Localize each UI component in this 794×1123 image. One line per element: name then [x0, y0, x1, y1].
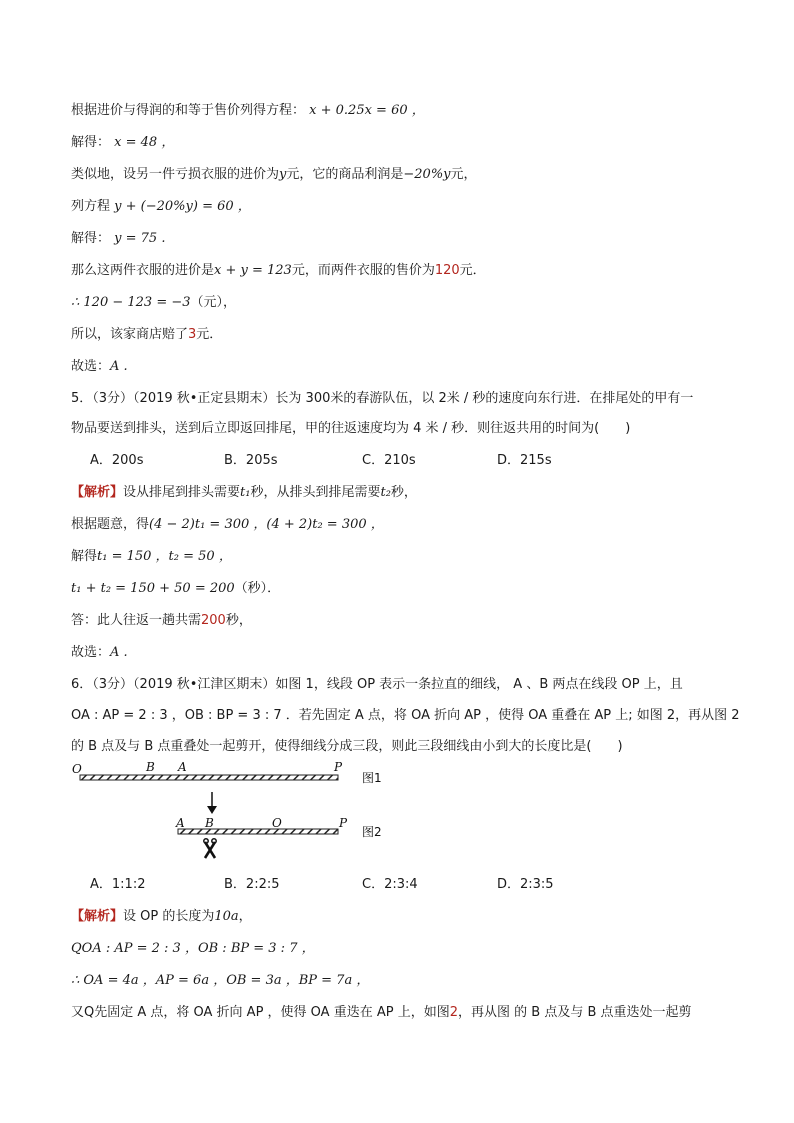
solution-line-8 [71, 326, 222, 344]
equation: (4 − 2)t₁ = 300 ，(4 + 2)t₂ = 300 ， [149, 517, 384, 532]
equation: x + 0.25x = 60 ， [309, 103, 425, 118]
q5-option-b: B．205s [224, 453, 278, 468]
text: 根据进价与得润的和等于售价列得方程： [71, 103, 306, 118]
fig2-label-b: B [205, 816, 214, 830]
text: 又Q先固定 A 点，将 OA 折向 AP ，使得 OA 重迭在 AP 上，如图 [71, 1005, 450, 1020]
q6-analysis-line-4 [71, 1004, 692, 1022]
solution-line-6 [71, 262, 486, 280]
q5-analysis-line-2 [71, 516, 384, 534]
q5-analysis-line-1 [71, 484, 417, 502]
analysis-label: 【解析】 [71, 909, 124, 924]
solution-line-9 [71, 358, 128, 376]
highlight-value: 200 [201, 613, 226, 628]
text: 元，它的商品利润是 [286, 167, 404, 182]
q5-option-c: C．210s [362, 453, 416, 468]
text: 根据题意，得 [71, 517, 150, 532]
text: 故选： [71, 645, 111, 660]
q6-option-d: D．2:3:5 [497, 877, 554, 892]
segment-figure [60, 758, 420, 866]
fig2-label-o: O [272, 816, 282, 830]
q5-analysis-line-4 [71, 580, 280, 598]
answer: A . [110, 359, 128, 374]
highlight-value: 3 [188, 327, 197, 342]
fig2-caption: 图2 [362, 825, 382, 839]
text: 解得： [71, 231, 111, 246]
solution-line-7 [71, 294, 236, 312]
text: 解得 [71, 549, 98, 564]
down-arrow-icon [207, 792, 217, 814]
equation: y = 75 . [114, 231, 166, 246]
variable: t₂ [380, 485, 391, 500]
fig2-label-a: A [176, 816, 185, 830]
q5-analysis-line-3 [71, 548, 232, 566]
expression: 10a [214, 909, 239, 924]
equation: y + (−20%y) = 60 ， [114, 199, 251, 214]
equation: ∴ OA = 4a ，AP = 6a ，OB = 3a ，BP = 7a ， [71, 973, 370, 988]
text: 设 OP 的长度为 [123, 909, 215, 924]
fig1-segment-op [80, 775, 338, 780]
solution-line-1 [71, 102, 425, 120]
text: 设从排尾到排头需要 [123, 485, 241, 500]
fig1-caption: 图1 [362, 771, 382, 785]
q6-stem-line-2: OA : AP = 2 : 3 ，OB : BP = 3 : 7 ．若先固定 A 点，将 OA 折向 AP ，使得 OA 重叠在 AP 上; 如图 2，再从图 2 [71, 708, 740, 723]
equation: QOA : AP = 2 : 3 ，OB : BP = 3 : 7 ， [71, 941, 315, 956]
text: ， [238, 909, 252, 924]
solution-line-4 [71, 198, 251, 216]
text: 元． [196, 327, 223, 342]
analysis-label: 【解析】 [71, 485, 124, 500]
fig1-label-o: O [72, 762, 82, 776]
equation: t₁ = 150 ，t₂ = 50 ， [97, 549, 232, 564]
q6-option-a: A．1:1:2 [90, 877, 146, 892]
highlight-value: 120 [434, 263, 460, 278]
q6-analysis-line-2 [71, 940, 315, 958]
fig1-label-p: P [334, 760, 343, 774]
q6-analysis-line-1 [71, 908, 252, 926]
text: 秒， [225, 613, 252, 628]
expression: −20%y [403, 167, 451, 182]
text: （元）， [190, 295, 237, 310]
q5-option-d: D．215s [497, 453, 552, 468]
variable: y [279, 167, 287, 182]
text: 元，而两件衣服的售价为 [291, 263, 435, 278]
solution-line-3 [71, 166, 477, 184]
q5-analysis-line-5 [71, 612, 252, 630]
text: 答：此人往返一趟共需 [71, 613, 202, 628]
solution-line-2 [71, 134, 174, 152]
solution-line-5 [71, 230, 165, 248]
highlight-value: 2 [449, 1005, 458, 1020]
q6-option-c: C．2:3:4 [362, 877, 418, 892]
text: 类似地，设另一件亏损衣服的进价为 [71, 167, 280, 182]
equation: x + y = 123 [214, 263, 292, 278]
text: 元， [450, 167, 477, 182]
text: 解得： [71, 135, 111, 150]
answer: A . [110, 645, 128, 660]
q5-stem-line-2: 物品要送到排头，送到后立即返回排尾，甲的往返速度均为 4 米 / 秒．则往返共用的时间为( ) [71, 421, 631, 436]
fig1-label-a: A [178, 760, 187, 774]
q6-stem-line-1: 6．（3分）（2019 秋•江津区期末）如图 1，线段 OP 表示一条拉直的细线， A 、B 两点在线段 OP 上，且 [71, 677, 683, 692]
text: 所以，该家商店赔了 [71, 327, 189, 342]
text: 那么这两件衣服的进价是 [71, 263, 215, 278]
q6-analysis-line-3 [71, 972, 369, 990]
q5-stem-line-1: 5．（3分）（2019 秋•正定县期末）长为 300米的春游队伍，以 2米 / 秒的速度向东行进．在排尾处的甲有一 [71, 391, 694, 406]
text: ，再从图 的 B 点及与 B 点重迭处一起剪 [458, 1005, 692, 1020]
fig2-segment [178, 829, 338, 834]
equation: t₁ + t₂ = 150 + 50 = 200 [71, 581, 235, 596]
text: 故选： [71, 359, 111, 374]
text: 秒， [390, 485, 417, 500]
variable: t₁ [240, 485, 251, 500]
q5-analysis-line-6 [71, 644, 128, 662]
equation: x = 48 ， [114, 135, 175, 150]
q6-stem-line-3: 的 B 点及与 B 点重叠处一起剪开，使得细线分成三段，则此三段细线由小到大的长度比是( ) [71, 739, 623, 754]
text: 列方程 [71, 199, 111, 214]
fig2-label-p: P [339, 816, 348, 830]
q5-option-a: A．200s [90, 453, 144, 468]
scissors-icon [204, 839, 216, 858]
text: 元． [459, 263, 486, 278]
text: 秒，从排头到排尾需要 [250, 485, 381, 500]
q6-option-b: B．2:2:5 [224, 877, 280, 892]
fig1-label-b: B [146, 760, 155, 774]
equation: ∴ 120 − 123 = −3 [71, 295, 191, 310]
text: （秒）． [234, 581, 281, 596]
